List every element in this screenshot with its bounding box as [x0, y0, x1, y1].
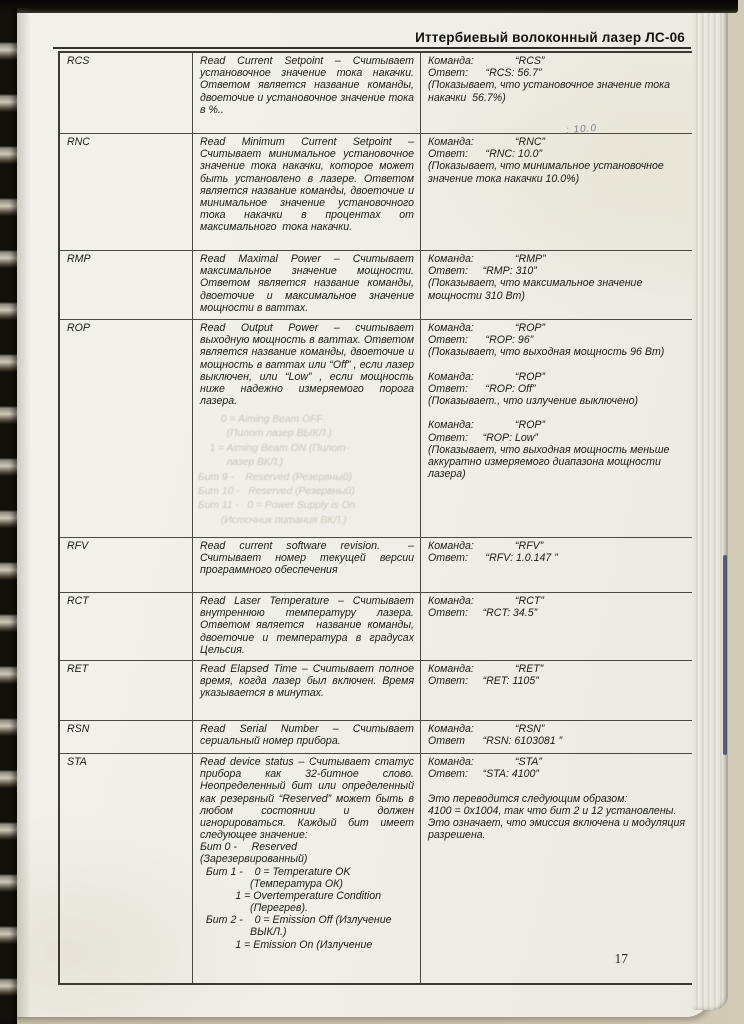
table-row-rmp — [59, 251, 693, 320]
table-row-rsn — [59, 721, 693, 754]
command-table — [58, 51, 694, 985]
command-example: Команда: “RSN” Ответ “RSN: 6103081 ” — [421, 721, 694, 754]
command-example: Команда: “RNC” Ответ: “RNC: 10.0” (Показывает, что минимальное установочное значение тока накачки 10.0%) — [421, 134, 694, 251]
command-name: RNC — [59, 134, 193, 251]
bleedthrough-ghost-text: 0 = Aiming Beam OFF (Пилот лазер ВЫКЛ.) 1 = Aiming Beam ON (Пилот- лазер ВКЛ.) Бит 9 - Reserved (Резервный) Бит 10 - Reserved (Резервный) Бит 11 - 0 = Power Supply is On (Источник питания ВКЛ.) — [198, 414, 356, 526]
binding-shadow — [17, 8, 31, 1018]
paper — [6, 3, 712, 1017]
command-example: Команда: “RCT” Ответ: “RCT: 34.5” — [421, 593, 694, 661]
handwritten-annotation: : 10.0 — [565, 122, 598, 137]
command-description: Read device status – Считывает статус прибора как 32-битное слово. Неопределенный бит или определенный как резервный “Reserved” может быть в любом состоянии и должен игнорироваться. Каждый бит имеет следующее значение: Бит 0 - Reserved (Зарезервированный) Бит 1 - 0 = Temperature OK (Температура ОК) 1 = Overtemperature Condition (Перегрев). Бит 2 - 0 = Emission Off (Излучение ВЫКЛ.) 1 = Emission On (Излучение — [193, 754, 421, 985]
command-name: RMP — [59, 251, 193, 320]
page-number: 17 — [614, 951, 628, 966]
command-description: Read Output Power – считывает выходную мощность в ваттах. Ответом является название команды, двоеточие и мощность в ваттах или “Off” , если лазер выключен, или “Low” , если мощность ниже надежно измеряемого порога лазера. — [193, 320, 421, 538]
command-name: RET — [59, 661, 193, 721]
book-cover-edge — [723, 555, 727, 755]
command-name: ROP — [59, 320, 193, 538]
command-example: Команда: “RFV” Ответ: “RFV: 1.0.147 ” — [421, 538, 694, 593]
command-name: RCT — [59, 593, 193, 661]
command-example: Команда: “STA” Ответ: “STA: 4100” Это переводится следующим образом: 4100 = 0x1004, так что бит 2 и 12 установлены. Это означает, что эмиссия включена и модуляция разрешена. — [421, 754, 694, 985]
command-example: Команда: “RMP” Ответ: “RMP: 310” (Показывает, что максимальное значение мощности 310 Вт) — [421, 251, 694, 320]
scan-top-edge — [0, 0, 738, 13]
table-row-rop — [59, 320, 693, 538]
page-header: Иттербиевый волоконный лазер ЛС-06 — [415, 30, 685, 45]
table-row-rct — [59, 593, 693, 661]
table-row-rcs — [59, 52, 693, 134]
command-example: Команда: “RCS” Ответ: “RCS: 56.7” (Показывает, что установочное значение тока накачки 56.7%) — [421, 52, 694, 134]
binding-edge — [0, 8, 17, 1024]
command-description: Read Serial Number – Считывает сериальный номер прибора. — [193, 721, 421, 754]
command-example: Команда: “RET” Ответ: “RET: 1105” — [421, 661, 694, 721]
command-description: Read Minimum Current Setpoint – Считывает минимальное установочное значение тока накачки, которое может быть установлено в лазере. Ответом является название команды, двоеточие и минимальное значение установочного тока накачки в процентах от максимального тока накачки. — [193, 134, 421, 251]
command-description: Read Laser Temperature – Считывает внутреннюю температуру лазера. Ответом является название команды, двоеточие и температура в градусах Цельсия. — [193, 593, 421, 661]
command-name: RSN — [59, 721, 193, 754]
command-name: RFV — [59, 538, 193, 593]
command-example: Команда: “ROP” Ответ: “ROP: 96” (Показывает, что выходная мощность 96 Вт) Команда: “ROP” Ответ: “ROP: Off” (Показывает., что излучение выключено) Команда: “ROP” Ответ: “ROP: Low” (Показывает, что выходная мощность меньше аккуратно измеряемого диапазона мощности лазера) — [421, 320, 694, 538]
command-description: Read Current Setpoint – Считывает установочное значение тока накачки. Ответом является название команды, двоеточие и установочное значение тока в %.. — [193, 52, 421, 134]
command-description: Read Maximal Power – Считывает максимальное значение мощности. Ответом является название команды, двоеточие и максимальное значение мощности в ваттах. — [193, 251, 421, 320]
table-row-sta — [59, 754, 693, 985]
table-row-ret — [59, 661, 693, 721]
command-description: Read Elapsed Time – Считывает полное время, когда лазер был включен. Время указывается в минутах. — [193, 661, 421, 721]
book-page-edges — [692, 6, 728, 1010]
table-row-rfv — [59, 538, 693, 593]
command-name: STA — [59, 754, 193, 985]
table-row-rnc — [59, 134, 693, 251]
command-description: Read current software revision. – Считывает номер текущей версии программного обеспечения — [193, 538, 421, 593]
command-name: RCS — [59, 52, 193, 134]
header-rule — [53, 47, 691, 49]
